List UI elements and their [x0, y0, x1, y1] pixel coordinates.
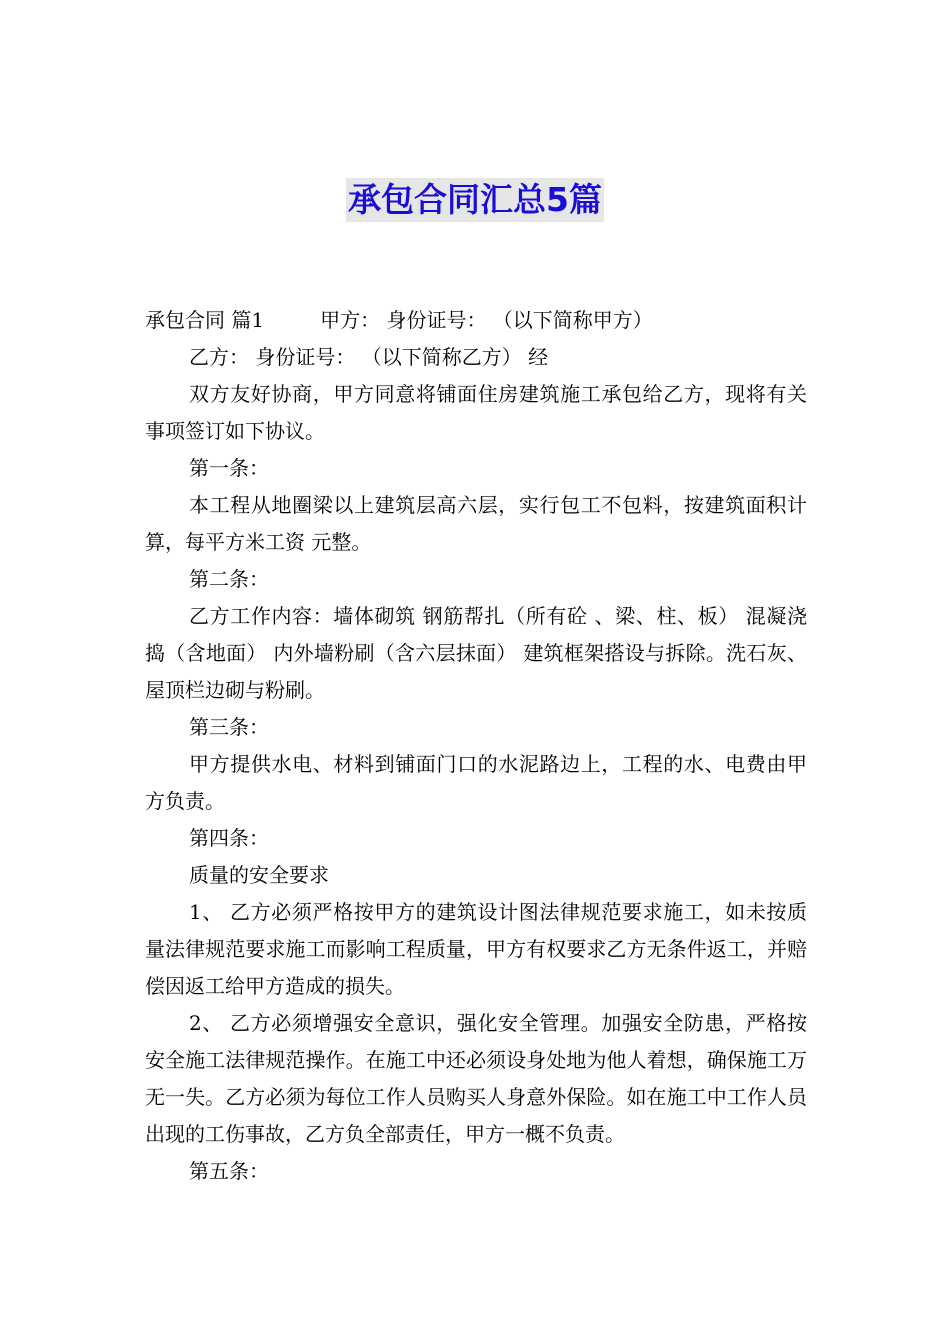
clause-heading: 第四条：: [189, 826, 269, 850]
paragraph: 本工程从地圈梁以上建筑层高六层，实行包工不包料，按建筑面积计算，每平方米工资 元整。: [145, 493, 807, 554]
title-text: 承包合同汇总5篇: [346, 178, 604, 222]
contract-heading: 承包合同 篇1: [145, 308, 265, 332]
paragraph: 质量的安全要求: [189, 863, 329, 887]
clause-heading: 第一条：: [189, 456, 269, 480]
contract-heading-line: [145, 302, 807, 339]
list-item: 2、 乙方必须增强安全意识，强化安全管理。加强安全防患，严格按安全施工法律规范操作。在施工中还必须设身处地为他人着想，确保施工万无一失。乙方必须为每位工作人员购买人身意外保险。如在施工中工作人员出现的工伤事故，乙方负全部责任，甲方一概不负责。: [145, 1011, 807, 1146]
party-a-line: 甲方： 身份证号： （以下简称甲方）: [320, 308, 653, 332]
paragraph: 乙方工作内容：墙体砌筑 钢筋帮扎（所有砼 、梁、柱、板） 混凝浇捣（含地面） 内外墙粉刷（含六层抹面） 建筑框架搭设与拆除。洗石灰、屋顶栏边砌与粉刷。: [145, 604, 807, 702]
clause-heading: 第三条：: [189, 715, 269, 739]
paragraph: 甲方提供水电、材料到铺面门口的水泥路边上，工程的水、电费由甲方负责。: [145, 752, 807, 813]
clause-heading: 第二条：: [189, 567, 269, 591]
paragraph: 乙方： 身份证号： （以下简称乙方） 经: [189, 345, 549, 369]
document-body: [145, 302, 807, 1190]
document-title: [0, 178, 950, 228]
list-item: 1、 乙方必须严格按甲方的建筑设计图法律规范要求施工，如未按质量法律规范要求施工而影响工程质量，甲方有权要求乙方无条件返工，并赔偿因返工给甲方造成的损失。: [145, 900, 807, 998]
clause-heading: 第五条：: [189, 1159, 269, 1183]
paragraph: 双方友好协商，甲方同意将铺面住房建筑施工承包给乙方，现将有关事项签订如下协议。: [145, 382, 807, 443]
